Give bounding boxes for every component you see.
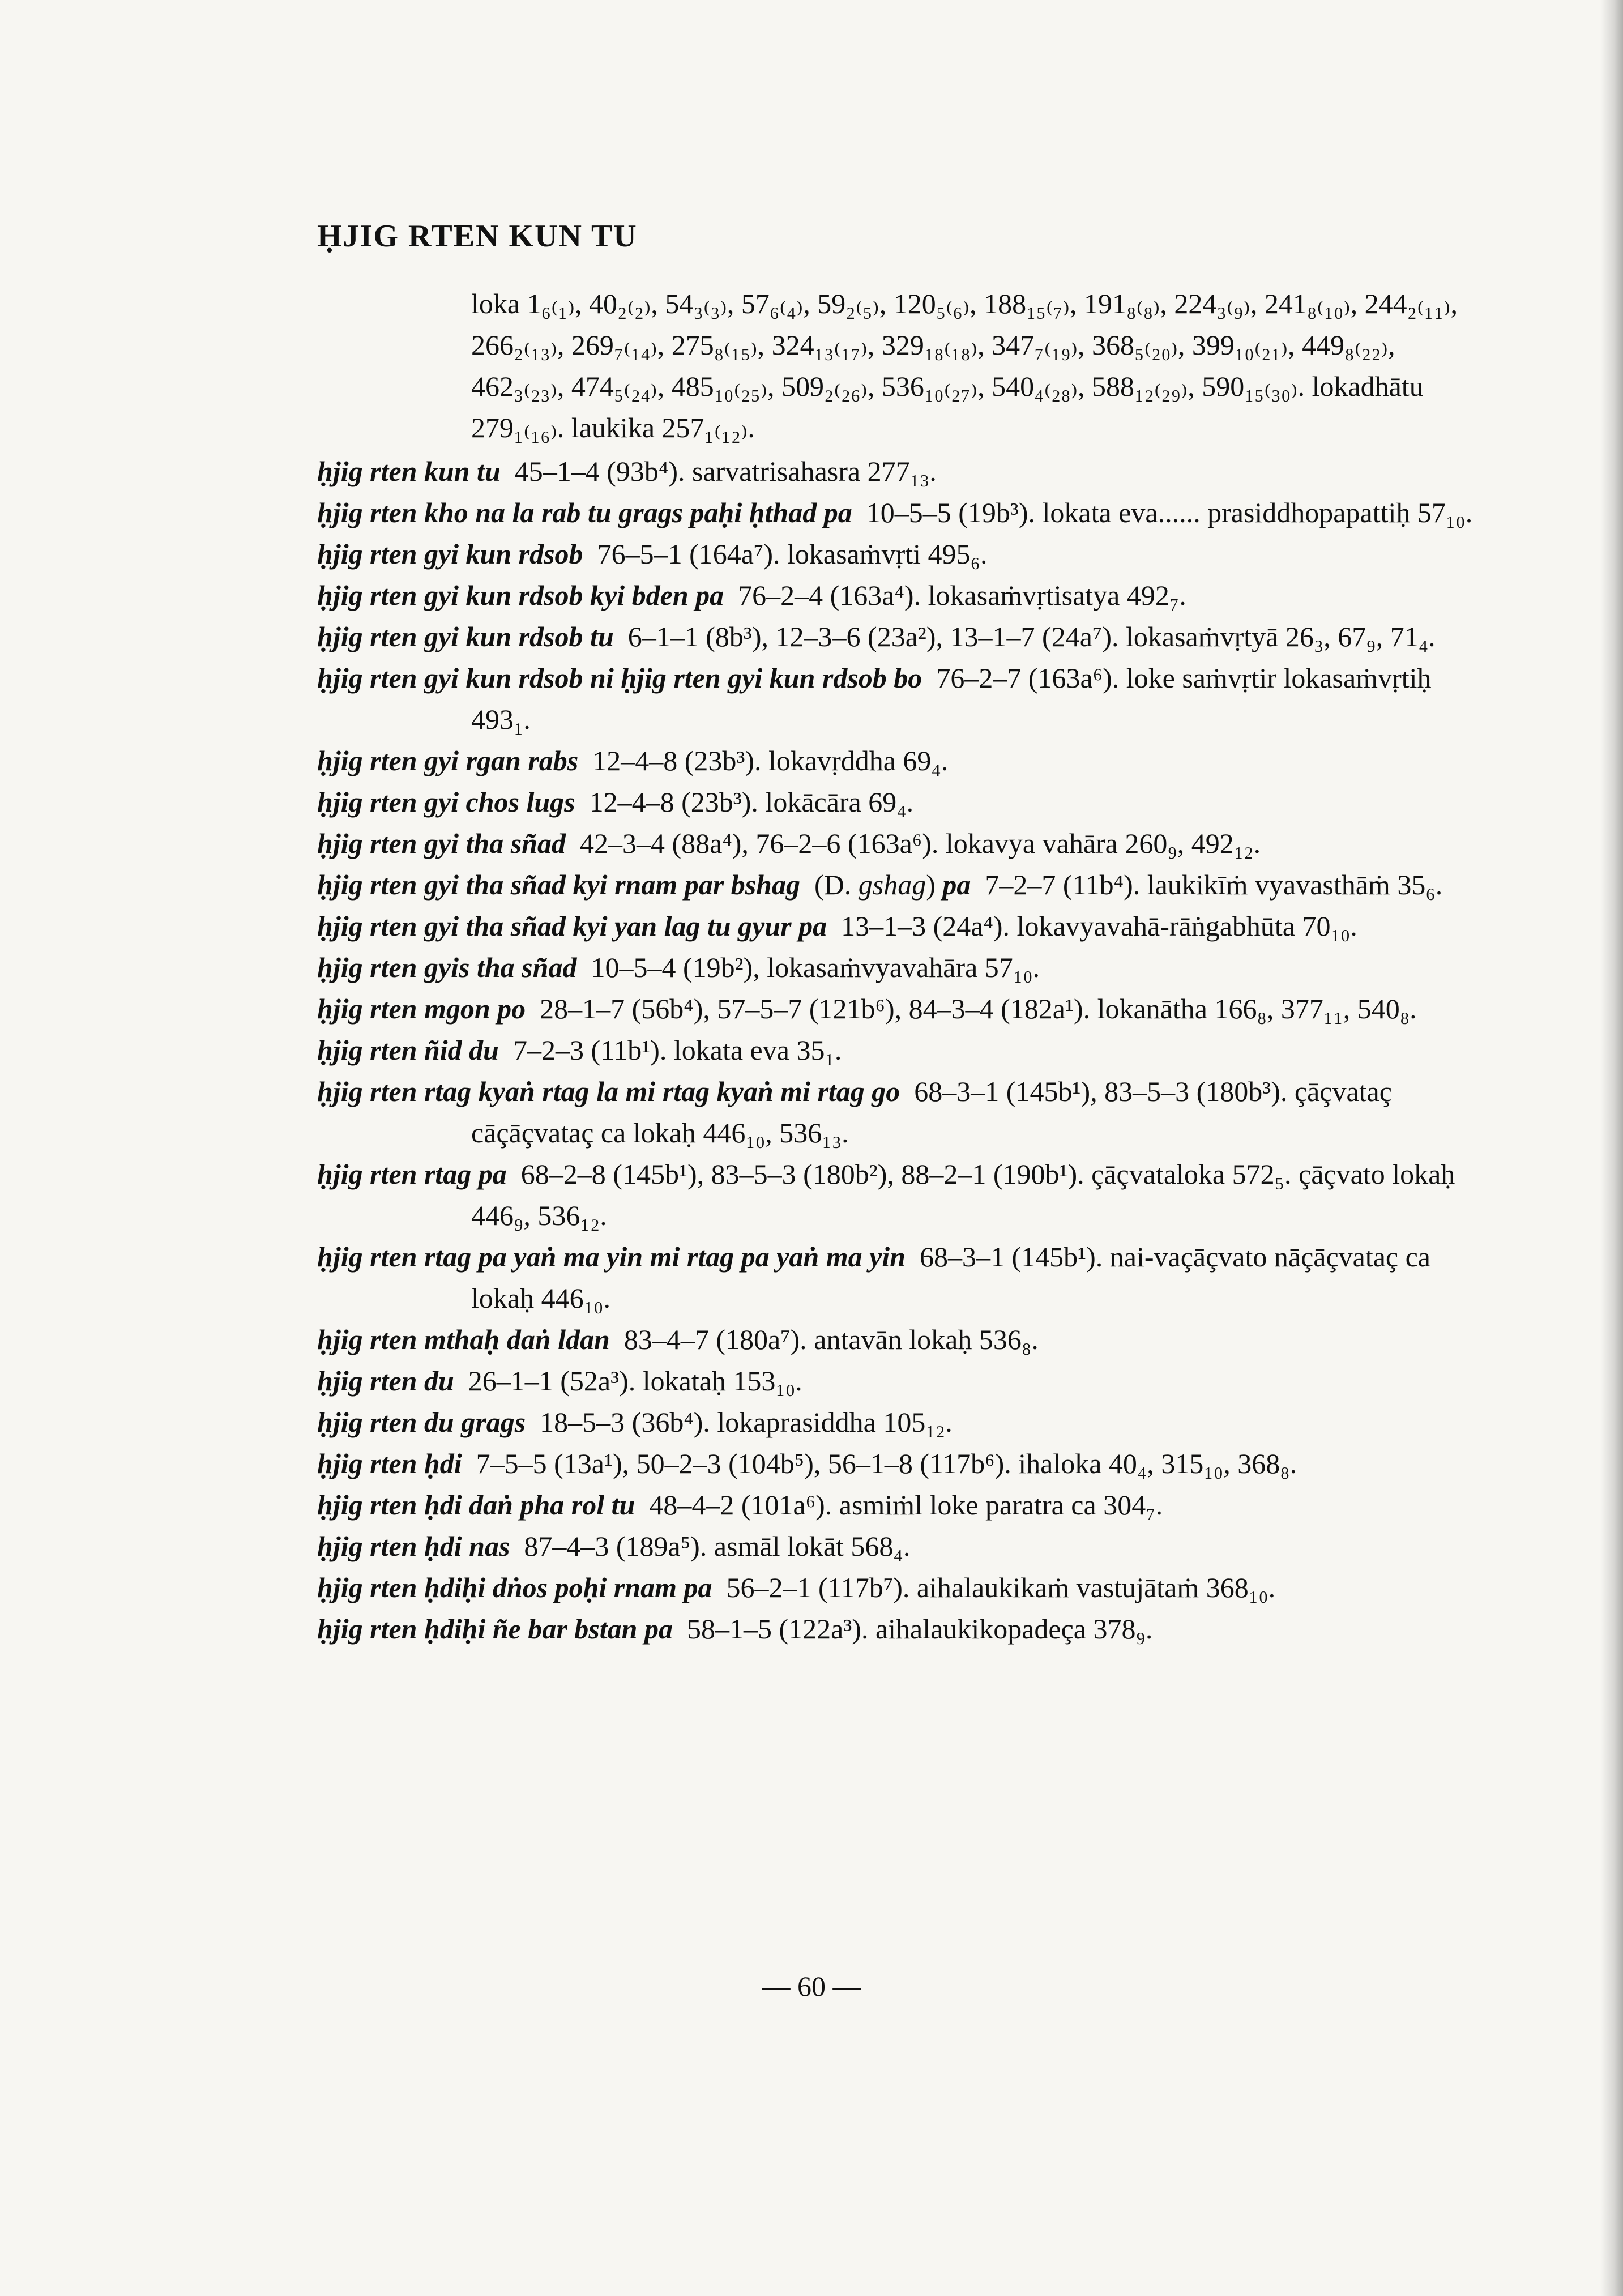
entry [317,1360,1484,1402]
entry-body: 6–1–1 (8b³), 12–3–6 (23a²), 13–1–7 (24a⁷). lokasaṁvṛtyā 26₃, 67₉, 71₄. [627,621,1436,652]
entry-body: 10–5–4 (19b²), lokasaṁvyavahāra 57₁₀. [591,951,1040,983]
page-heading: ḤJIG RTEN KUN TU [317,219,638,254]
entry [317,1526,1484,1567]
entry-note-open: (D. [814,869,859,901]
entry-body: 10–5–5 (19b³). lokata eva...... prasiddhopapattiḥ 57₁₀. [866,497,1473,528]
entry-term: ḥjig rten gyi kun rdsob [317,538,583,570]
entry-body: 28–1–7 (56b⁴), 57–5–7 (121b⁶), 84–3–4 (182a¹). lokanātha 166₈, 377₁₁, 540₈. [540,993,1417,1025]
entry-body: 76–2–4 (163a⁴). lokasaṁvṛtisatya 492₇. [738,579,1186,611]
entry [317,1071,1484,1154]
entry [317,823,1484,864]
entry-body: 45–1–4 (93b⁴). sarvatrisahasra 277₁₃. [514,455,937,487]
scan-edge-shadow [1600,0,1623,2296]
entry [317,1402,1484,1443]
entry [317,1567,1484,1608]
entry-body: 42–3–4 (88a⁴), 76–2–6 (163a⁶). lokavya vahāra 260₉, 492₁₂. [580,827,1261,859]
entry-term: ḥjig rten gyi tha sñad kyi yan lag tu gyur pa [317,910,827,942]
entry [317,658,1484,740]
entry-term: ḥjig rten ḥdi nas [317,1530,510,1562]
entry-body: 68–2–8 (145b¹), 83–5–3 (180b²), 88–2–1 (190b¹). çāçvataloka 572₅. çāçvato lokaḥ 446₉, 536₁₂. [471,1158,1455,1231]
entry [317,782,1484,823]
entry-body: 13–1–3 (24a⁴). lokavyavahā-rāṅgabhūta 70₁₀. [841,910,1357,942]
entry-body: 12–4–8 (23b³). lokācāra 69₄. [589,786,914,818]
entry-term: ḥjig rten gyi tha sñad kyi rnam par bshag [317,869,800,901]
entry-term: ḥjig rten gyi rgan rabs [317,745,579,776]
entry [317,451,1484,492]
entry [317,1030,1484,1071]
entry-term: ḥjig rten gyi chos lugs [317,786,575,818]
entry-body: 12–4–8 (23b³). lokavṛddha 69₄. [592,745,949,776]
entry-body: 7–5–5 (13a¹), 50–2–3 (104b⁵), 56–1–8 (117b⁶). ihaloka 40₄, 315₁₀, 368₈. [476,1448,1297,1479]
entry-term: ḥjig rten rtag pa yaṅ ma yin mi rtag pa yaṅ ma yin [317,1241,906,1273]
page-number: — 60 — [762,1970,861,2002]
entry-term: ḥjig rten gyi kun rdsob ni ḥjig rten gyi kun rdsob bo [317,662,922,694]
entry-term: ḥjig rten gyi kun rdsob tu [317,621,614,652]
entry [317,864,1484,906]
entry-term: ḥjig rten gyi tha sñad [317,827,566,859]
entry-body: 87–4–3 (189a⁵). asmāl lokāt 568₄. [524,1530,911,1562]
entry-term: ḥjig rten mthaḥ daṅ ldan [317,1324,610,1355]
entry [317,1608,1484,1650]
entry-term: ḥjig rten ḥdiḥi ñe bar bstan pa [317,1613,673,1645]
entry [317,1154,1484,1236]
entry-term: ḥjig rten kho na la rab tu grags paḥi ḥthad pa [317,497,852,528]
entry-body: 76–5–1 (164a⁷). lokasaṁvṛti 495₆. [597,538,988,570]
entry [317,1484,1484,1526]
entry-term: ḥjig rten kun tu [317,455,501,487]
entry-body: 76–2–7 (163a⁶). loke saṁvṛtir lokasaṁvṛtiḥ 493₁. [471,662,1432,735]
entry-body: 26–1–1 (52a³). lokataḥ 153₁₀. [468,1365,802,1397]
entry-term: ḥjig rten ḥdi [317,1448,462,1479]
entry-body: 7–2–3 (11b¹). lokata eva 35₁. [512,1034,842,1066]
entry-term: ḥjig rten du [317,1365,454,1397]
entry [317,1319,1484,1360]
entry-list [317,283,1484,1650]
entry [317,947,1484,988]
entry-term: ḥjig rten rtag pa [317,1158,507,1190]
entry-body: 48–4–2 (101a⁶). asmiṁl loke paratra ca 304₇. [649,1489,1163,1521]
entry-body: 58–1–5 (122a³). aihalaukikopadeça 378₉. [686,1613,1153,1645]
entry-body: loka 1₆₍₁₎, 40₂₍₂₎, 54₃₍₃₎, 57₆₍₄₎, 59₂₍₅₎, 120₅₍₆₎, 188₁₅₍₇₎, 191₈₍₈₎, 224₃₍₉₎, 241₈₍₁₀₎, 244₂₍₁₁₎, 266₂₍₁₃₎, 269₇₍₁₄₎, 275₈₍₁₅₎, 324₁₃₍₁₇₎, 329₁₈₍₁₈₎, 347₇₍₁₉₎, 368₅₍₂₀₎, 399₁₀₍₂₁₎, 449₈₍₂₂₎, 462₃₍₂₃₎, 474₅₍₂₄₎, 485₁₀₍₂₅₎, 509₂₍₂₆₎, 536₁₀₍₂₇₎, 540₄₍₂₈₎, 588₁₂₍₂₉₎, 590₁₅₍₃₀₎. lokadhātu 279₁₍₁₆₎. laukika 257₁₍₁₂₎. [471,288,1458,443]
entry-note-alt: gshag [858,869,926,901]
entry [317,988,1484,1030]
entry-term: ḥjig rten gyi kun rdsob kyi bden pa [317,579,724,611]
entry-term: ḥjig rten mgon po [317,993,526,1025]
entry [317,492,1484,534]
entry-note-close: ) [926,869,936,901]
entry [317,534,1484,575]
entry-body: 56–2–1 (117b⁷). aihalaukikaṁ vastujātaṁ 368₁₀. [726,1572,1276,1603]
entry-body: 83–4–7 (180a⁷). antavān lokaḥ 536₈. [623,1324,1039,1355]
entry [317,1236,1484,1319]
entry-body: 68–3–1 (145b¹). nai-vaçāçvato nāçāçvataç ca lokaḥ 446₁₀. [471,1241,1431,1314]
entry-term: ḥjig rten du grags [317,1406,526,1438]
entry-term: ḥjig rten rtag kyaṅ rtag la mi rtag kyaṅ mi rtag go [317,1076,900,1107]
entry [317,616,1484,658]
entry-term: ḥjig rten ḥdi daṅ pha rol tu [317,1489,635,1521]
entry-body: 18–5–3 (36b⁴). lokaprasiddha 105₁₂. [540,1406,953,1438]
entry-loka [317,283,1484,449]
entry-term: ḥjig rten gyis tha sñad [317,951,577,983]
entry-body: 7–2–7 (11b⁴). laukikīṁ vyavasthāṁ 35₆. [985,869,1443,901]
entry [317,1443,1484,1484]
entry [317,740,1484,782]
entry-term: ḥjig rten ñid du [317,1034,499,1066]
entry [317,575,1484,616]
entry-term: ḥjig rten ḥdiḥi dṅos poḥi rnam pa [317,1572,712,1603]
entry [317,906,1484,947]
entry-term-tail: pa [942,869,971,901]
entry-body: 68–3–1 (145b¹), 83–5–3 (180b³). çāçvataç cāçāçvataç ca lokaḥ 446₁₀, 536₁₃. [471,1076,1392,1149]
